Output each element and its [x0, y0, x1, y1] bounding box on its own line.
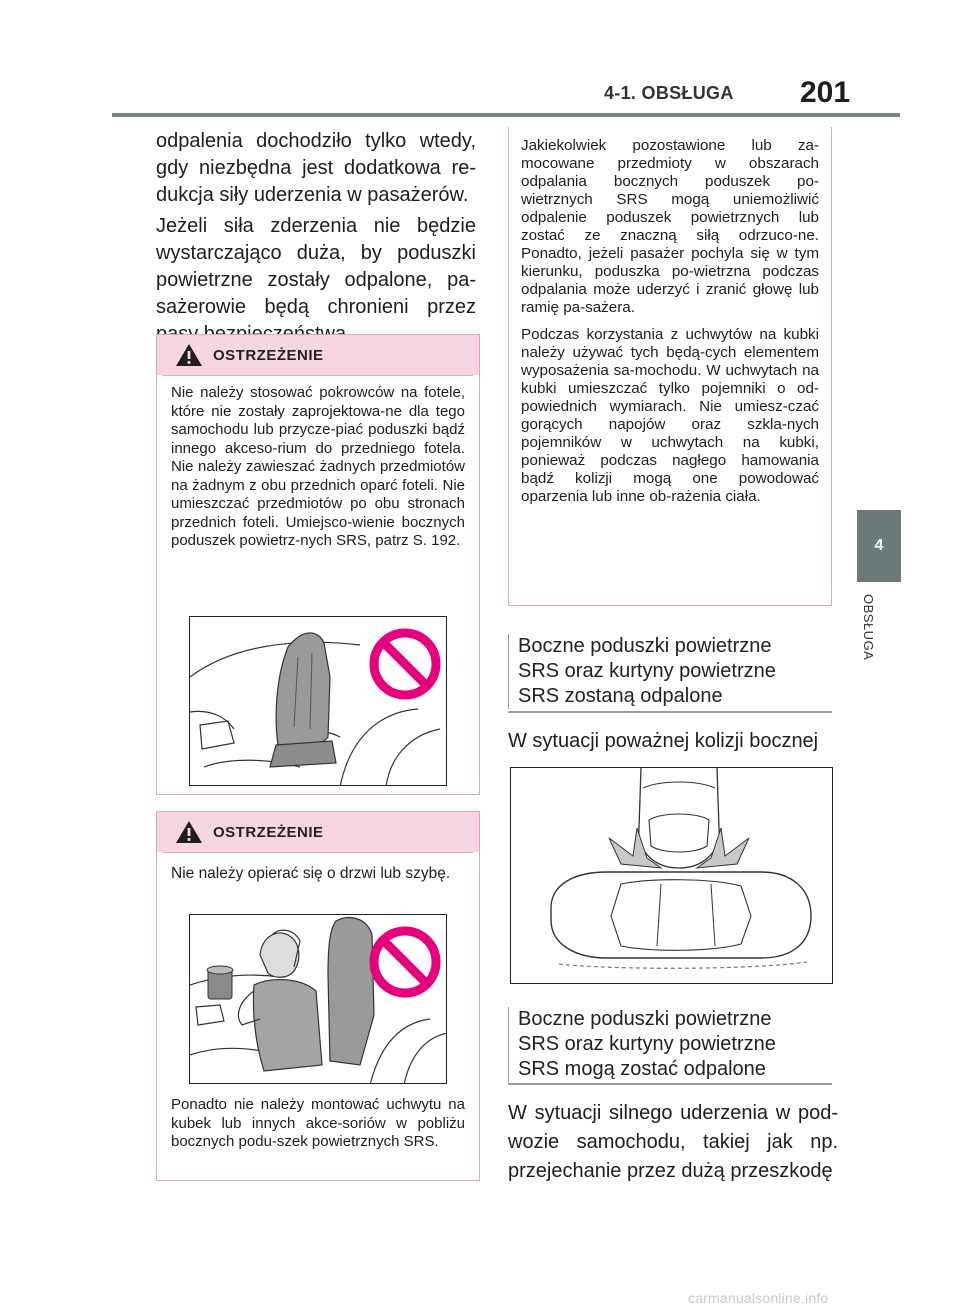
caution-paragraph-1: Jakiekolwiek pozostawione lub za-mocowane przedmioty w obszarach odpalania bocznych poduszek po-wietrznych SRS mogą uniemożliwić odpalenie poduszek powietrznych lub zostać ze znaczną siłą odrzuco-ne. Ponadto, jeżeli pasażer pochyla się w tym kierunku, poduszka po-wietrzna podczas odpalania może uderzyć i zranić głowę lub ramię pa-sażera.: [521, 137, 819, 316]
section-heading-2: Boczne poduszki powietrzne SRS oraz kurtyny powietrzne SRS mogą zostać odpalone: [508, 1007, 828, 1082]
page-number: 201: [800, 76, 851, 109]
chapter-tab[interactable]: 4: [857, 510, 901, 582]
warning-triangle-icon: [175, 342, 203, 368]
warning-title: OSTRZEŻENIE: [213, 823, 324, 841]
paragraph-2: Jeżeli siła zderzenia nie będzie wystarczająco duża, by poduszki powietrzne zostały odpalone, pa-sażerowie będą chronieni przez: [156, 215, 476, 318]
section-heading-1: Boczne poduszki powietrzne SRS oraz kurtyny powietrzne SRS zostaną odpalone: [508, 634, 828, 709]
section-rule: [508, 711, 832, 713]
side-collision-illustration: [510, 767, 833, 984]
section-2-text: W sytuacji silnego uderzenia w pod-wozie samochodu, takiej jak np. przejechanie przez dużą przeszkodę: [508, 1102, 838, 1182]
paragraph-1: odpalenia dochodziło tylko wtedy, gdy niezbędna jest dodatkowa re-dukcja siły uderzenia w pasażerów.: [156, 130, 476, 206]
warning-header: [157, 812, 479, 852]
section-title: 4-1. OBSŁUGA: [604, 83, 734, 103]
watermark: carmanualsonline.info: [688, 1290, 829, 1306]
leaning-passenger-illustration: [189, 914, 447, 1084]
prohibition-icon: [368, 925, 442, 999]
prohibition-icon: [368, 627, 442, 701]
warning-triangle-icon: [175, 819, 203, 845]
warning-box-2: [156, 811, 480, 1181]
side-collision-diagram: [511, 768, 833, 984]
warning-text: Nie należy stosować pokrowców na fotele, które nie zostały zaprojektowa-ne dla tego samochodu lub przycze-piać poduszki bądź innego akceso-rium do przedniego fotela. Nie należy zawieszać żadnych przedmiotów na żadnym z obu przednich oparć foteli. Nie umieszczać przedmiotów po obu stronach przednich foteli. Umiejsco-wienie bocznych poduszek powietrz-nych SRS, patrz S. 192.: [171, 384, 465, 549]
warning-text: Nie należy opierać się o drzwi lub szybę.: [171, 865, 451, 882]
warning-header: [157, 335, 479, 375]
caution-paragraph-2: Podczas korzystania z uchwytów na kubki należy używać tych będą-cych elementem wyposażenia sa-mochodu. W uchwytach na kubki umieszczać tylko pojemniki o od-powiednich wymiarach. Nie umiesz-czać gorących napojów oraz szkla-nych pojemników w uchwytach na kubki, ponieważ podczas nagłego hamowania bądź kolizji mogą one powodować oparzenia lub inne ob-rażenia ciała.: [521, 326, 819, 505]
section-rule: [508, 1083, 832, 1085]
section-1-text: W sytuacji poważnej kolizji bocznej: [508, 730, 819, 752]
seat-cover-illustration: [189, 616, 447, 786]
header-rule: [112, 113, 900, 117]
warning-title: OSTRZEŻENIE: [213, 346, 324, 364]
chapter-side-label: OBSŁUGA: [861, 594, 876, 661]
caution-continued-box: [508, 127, 832, 606]
warning-text-2: Ponadto nie należy montować uchwytu na kubek lub innych akce-soriów w pobliżu bocznych podu-szek powietrznych SRS.: [171, 1096, 465, 1150]
warning-box-1: [156, 334, 480, 795]
